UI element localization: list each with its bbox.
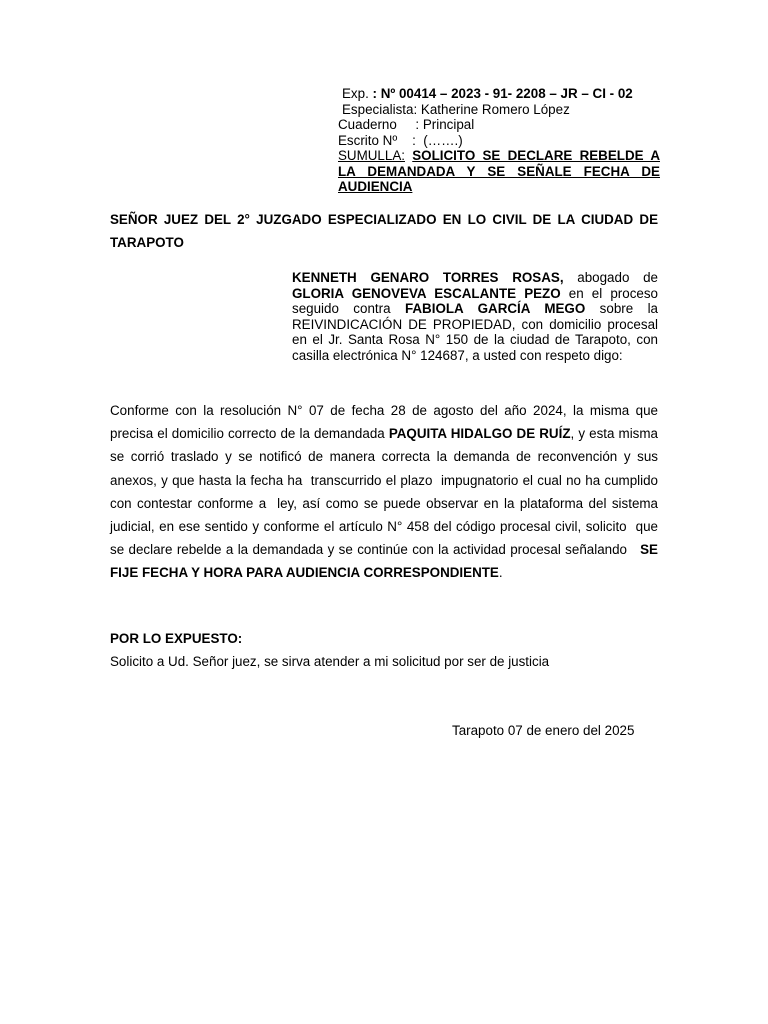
opponent-name: FABIOLA GARCÍA MEGO	[404, 301, 586, 317]
exp-label: Exp.	[342, 86, 369, 101]
body-text-3: .	[498, 565, 503, 581]
body-text-1: Conforme con la resolución N° 07 de fecha 28 de agosto del año 2024, la misma que precisa el domicilio correcto de la demandada	[110, 403, 658, 442]
client-name: GLORIA GENOVEVA ESCALANTE PEZO	[292, 285, 561, 301]
date-line: Tarapoto 07 de enero del 2025	[452, 723, 635, 738]
lawyer-name: KENNETH GENARO TORRES ROSAS,	[292, 270, 564, 285]
intro-paragraph	[292, 270, 658, 364]
exp-number: : Nº 00414 – 2023 - 91- 2208 – JR – CI - 02	[368, 86, 633, 101]
intro-text-1: abogado de	[563, 270, 659, 285]
especialista-line: Especialista: Katherine Romero López	[342, 101, 570, 117]
defendant-name: PAQUITA HIDALGO DE RUÍZ	[388, 426, 571, 442]
cuaderno-line: Cuaderno : Principal	[338, 117, 475, 132]
addressee-heading: SEÑOR JUEZ DEL 2° JUZGADO ESPECIALIZADO EN LO CIVIL DE LA CIUDAD DE TARAPOTO	[110, 212, 658, 250]
sumulla-text: SOLICITO SE DECLARE REBELDE A LA DEMANDADA Y SE SEÑALE FECHA DE AUDIENCIA	[338, 148, 660, 194]
body-paragraph	[110, 399, 662, 585]
request-text: SE FIJE FECHA Y HORA PARA AUDIENCIA CORRESPONDIENTE	[110, 542, 658, 581]
sumulla-label: SUMULLA:	[338, 148, 405, 163]
body-text-2: , y esta misma se corrió traslado y se notificó de manera correcta la demanda de reconvención y sus anexos, y que hasta la fecha ha transcurrido el plazo impugnatorio el cual no ha cumplido con contestar conforme a ley, así como se puede observar en la plataforma del sistema judicial, en ese sentido y conforme el artículo N° 458 del código procesal civil, solicito que se declare rebelde a la demandada y se continúe con la actividad procesal señalando	[110, 426, 662, 558]
expediente-line	[338, 86, 660, 102]
sumulla-line	[338, 148, 660, 195]
por-lo-expuesto: POR LO EXPUESTO:	[110, 631, 243, 646]
escrito-line: Escrito Nº : (…….)	[338, 132, 463, 148]
closing-request: Solicito a Ud. Señor juez, se sirva atender a mi solicitud por ser de justicia	[110, 654, 550, 669]
case-header	[338, 86, 660, 195]
intro-text-2: en el proceso seguido contra	[292, 285, 658, 317]
intro-text-3: sobre la REIVINDICACIÓN DE PROPIEDAD, con domicilio procesal en el Jr. Santa Rosa N° 150 de la ciudad de Tarapoto, con casilla electrónica N° 124687, a usted con respeto digo:	[292, 301, 658, 363]
